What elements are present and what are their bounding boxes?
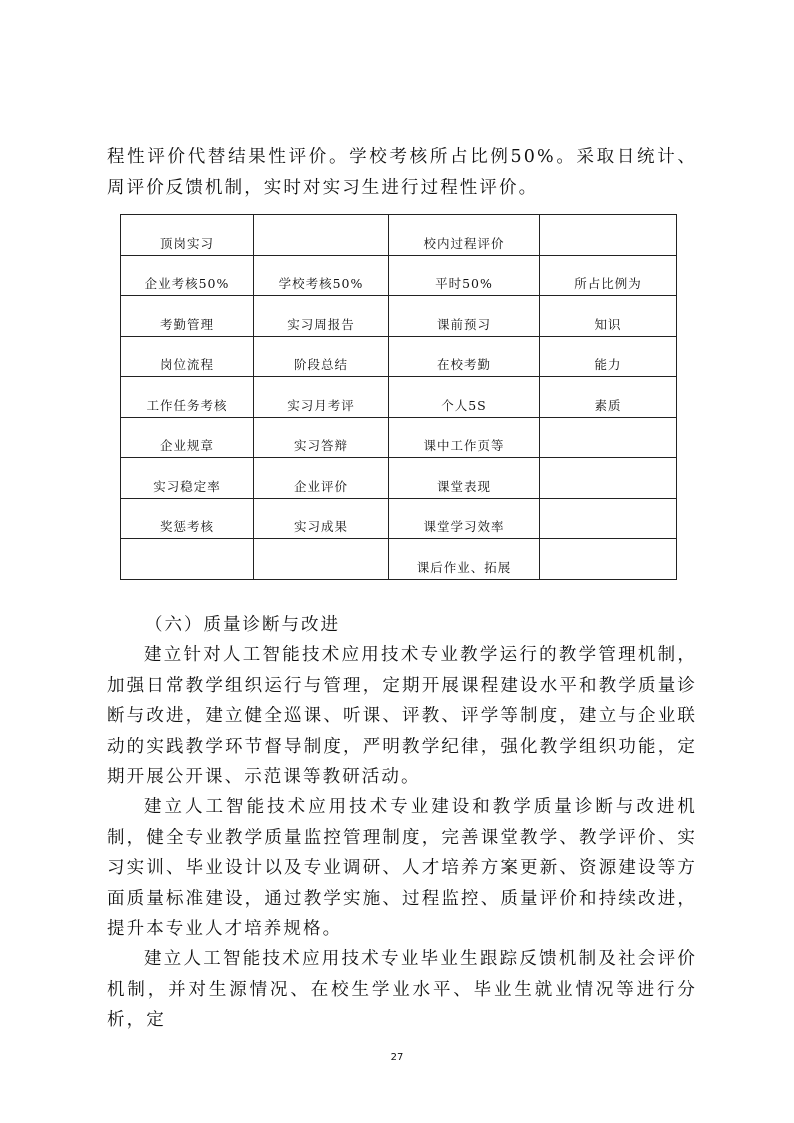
table-cell: [389, 255, 540, 296]
table-cell: [121, 377, 254, 418]
table-cell: [389, 539, 540, 580]
table-cell: [540, 458, 677, 499]
table-cell-text: 阶段总结: [293, 357, 348, 372]
table-cell-text: [121, 576, 253, 579]
table-cell: [121, 255, 254, 296]
evaluation-table: [120, 214, 677, 580]
table-cell-text: 企业评价: [293, 478, 348, 494]
table-cell-text: 素质: [594, 397, 622, 413]
table-cell-text: 顶岗实习: [159, 235, 214, 251]
table-cell: [121, 336, 254, 377]
table-cell: [389, 498, 540, 539]
table-cell-text: 平时50%: [435, 276, 493, 291]
table-cell: [540, 498, 677, 539]
body-paragraph-2: 建立人工智能技术应用技术专业建设和教学质量诊断与改进机制，健全专业教学质量监控管理制度，完善课堂教学、教学评价、实习实训、毕业设计以及专业调研、人才培养方案更新、资源建设等方面质量标准建设，通过教学实施、过程监控、质量评价和持续改进，提升本专业人才培养规格。: [107, 797, 697, 939]
table-cell: [254, 498, 389, 539]
table-cell-text: 企业考核50%: [144, 276, 230, 291]
table-cell: [121, 296, 254, 337]
table-row: [121, 336, 677, 377]
table-cell-text: 学校考核50%: [278, 276, 364, 291]
table-cell-text: 在校考勤: [436, 357, 491, 372]
table-row: [121, 498, 677, 539]
body-paragraph-3: 建立人工智能技术应用技术专业毕业生跟踪反馈机制及社会评价机制，并对生源情况、在校生学业水平、毕业生就业情况等进行分析，定: [107, 949, 697, 1030]
table-cell-text: 考勤管理: [159, 316, 214, 332]
table-cell: [540, 255, 677, 296]
table-cell: [254, 458, 389, 499]
table-cell: [389, 336, 540, 377]
table-cell: [254, 377, 389, 418]
table-cell-text: 校内过程评价: [423, 235, 505, 251]
table-cell-text: 知识: [594, 316, 622, 332]
table-cell: [540, 539, 677, 580]
table-cell-text: [254, 576, 388, 579]
table-cell: [540, 377, 677, 418]
table-cell-text: 实习成果: [293, 519, 348, 534]
table-cell-text: [540, 576, 676, 579]
table-row: [121, 417, 677, 458]
table-cell: [121, 458, 254, 499]
table-cell-text: 能力: [594, 357, 622, 372]
table-cell: [254, 336, 389, 377]
table-cell-text: 实习稳定率: [153, 478, 221, 494]
table-cell: [389, 296, 540, 337]
table-cell-text: 所占比例为: [574, 276, 642, 291]
table-cell-text: 实习月考评: [287, 397, 355, 413]
table-cell: [254, 215, 389, 256]
table-cell: [389, 458, 540, 499]
section-heading: （六）质量诊断与改进: [145, 615, 340, 635]
table-cell: [540, 417, 677, 458]
table-cell-text: 个人5S: [441, 397, 487, 413]
page-number: 27: [390, 1052, 404, 1063]
table-cell: [540, 336, 677, 377]
table-cell: [540, 296, 677, 337]
intro-paragraph: 程性评价代替结果性评价。学校考核所占比例50%。采取日统计、周评价反馈机制，实时对实习生进行过程性评价。: [107, 147, 697, 198]
table-cell-text: 课前预习: [436, 316, 491, 332]
table-cell-text: 岗位流程: [159, 357, 214, 372]
table-cell-text: 企业规章: [159, 438, 214, 453]
table-row: [121, 377, 677, 418]
table-cell: [389, 215, 540, 256]
body-paragraph-1: 建立针对人工智能技术应用技术专业教学运行的教学管理机制，加强日常教学组织运行与管理，定期开展课程建设水平和教学质量诊断与改进，建立健全巡课、听课、评教、评学等制度，建立与企业联动的实践教学环节督导制度，严明教学纪律，强化教学组织功能，定期开展公开课、示范课等教研活动。: [107, 645, 697, 787]
table-cell-text: 实习周报告: [287, 316, 355, 332]
table-cell: [121, 417, 254, 458]
table-row: [121, 296, 677, 337]
table-cell: [254, 296, 389, 337]
table-cell: [121, 215, 254, 256]
table-row: [121, 458, 677, 499]
table-row: [121, 539, 677, 580]
table-cell-text: 课堂学习效率: [423, 519, 505, 534]
table-cell-text: 工作任务考核: [146, 397, 228, 413]
table-cell: [121, 539, 254, 580]
table-cell-text: 课后作业、拓展: [416, 559, 512, 575]
table-cell: [540, 215, 677, 256]
table-cell: [389, 377, 540, 418]
table-cell-text: 课中工作页等: [423, 438, 505, 453]
table-cell: [389, 417, 540, 458]
table-cell-text: 课堂表现: [436, 478, 491, 494]
table-cell-text: 奖惩考核: [159, 519, 214, 534]
table-cell: [254, 539, 389, 580]
table-cell: [121, 498, 254, 539]
table-cell: [254, 255, 389, 296]
table-row: [121, 255, 677, 296]
table-cell: [254, 417, 389, 458]
table-cell-text: 实习答辩: [293, 438, 348, 453]
table-row: [121, 215, 677, 256]
